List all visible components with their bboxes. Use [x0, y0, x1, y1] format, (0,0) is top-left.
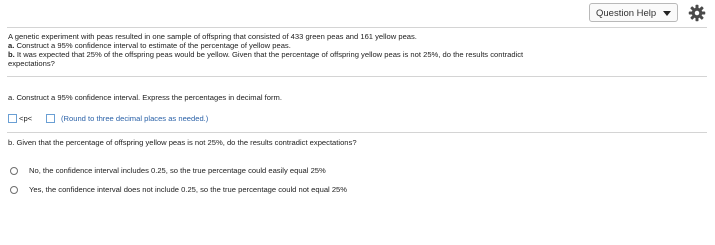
header-divider: [7, 27, 707, 28]
chevron-down-icon: [663, 11, 671, 16]
part-b-prompt: b. Given that the percentage of offspring yellow peas is not 25%, do the results contradict expectations?: [8, 138, 357, 147]
problem-intro: A genetic experiment with peas resulted in one sample of offspring that consisted of 433 green peas and 161 yellow peas.: [8, 32, 417, 41]
question-help-button[interactable]: [589, 3, 678, 22]
part-a-prefix: a.: [8, 41, 15, 50]
inequality-symbol-left: <: [19, 114, 24, 123]
problem-part-b: [8, 50, 523, 60]
problem-part-b-cont: expectations?: [8, 59, 55, 68]
gear-icon[interactable]: [688, 4, 706, 22]
part-b-text: It was expected that 25% of the offspring peas would be yellow. Given that the percentage of offspring yellow peas is not 25%, do the results contradict: [14, 50, 524, 59]
part-a-text: Construct a 95% confidence interval to estimate of the percentage of yellow peas.: [14, 41, 291, 50]
option-radio-yes[interactable]: [10, 186, 18, 194]
problem-divider: [7, 76, 707, 77]
part-a-divider: [7, 132, 707, 133]
option-label-no[interactable]: No, the confidence interval includes 0.25, so the true percentage could easily equal 25%: [29, 166, 326, 175]
lower-bound-input[interactable]: [8, 114, 17, 123]
inequality-variable: p: [23, 114, 28, 123]
option-label-yes[interactable]: Yes, the confidence interval does not include 0.25, so the true percentage could not equal 25%: [29, 185, 348, 194]
part-b-prefix: b.: [8, 50, 15, 59]
option-radio-no[interactable]: [10, 167, 18, 175]
inequality-expression: [19, 114, 32, 124]
rounding-hint: (Round to three decimal places as needed.): [61, 114, 209, 123]
inequality-symbol-right: <: [27, 114, 33, 123]
part-a-prompt: a. Construct a 95% confidence interval. Express the percentages in decimal form.: [8, 93, 282, 102]
toolbar: [0, 0, 715, 27]
upper-bound-input[interactable]: [46, 114, 55, 123]
question-help-label: Question Help: [596, 8, 657, 19]
